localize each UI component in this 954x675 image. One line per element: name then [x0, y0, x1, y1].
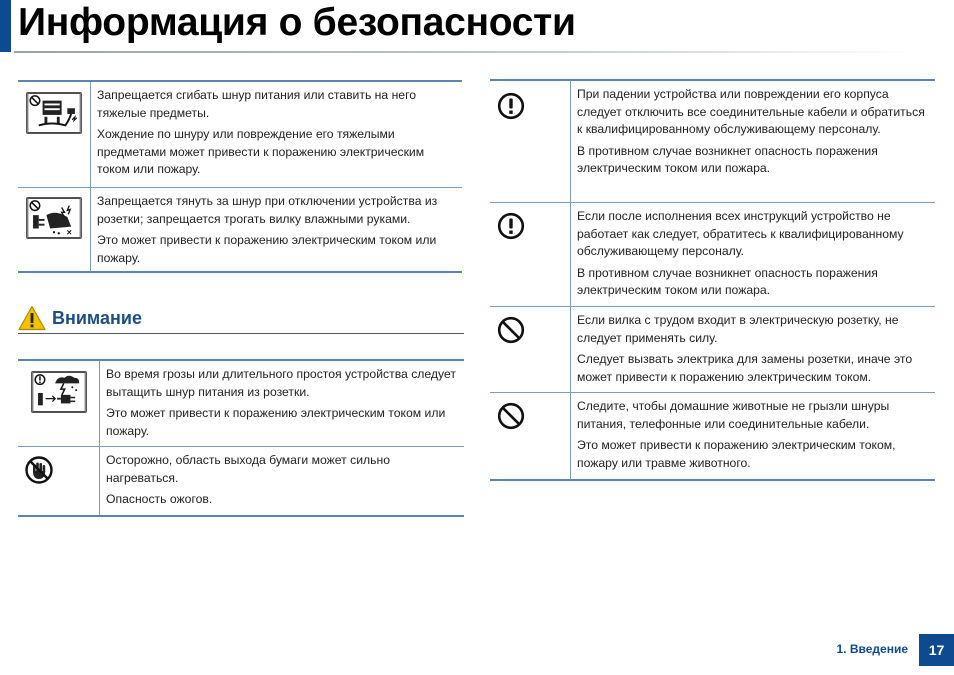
paragraph: При падении устройства или повреждении его корпуса следует отключить все соединительные кабели и обратиться к квалифицированному обслуживающему персоналу. — [577, 87, 925, 137]
paragraph: Запрещается тянуть за шнур при отключении устройства из розетки; запрещается трогать вилку влажными руками. — [97, 194, 438, 226]
row-text — [571, 203, 935, 306]
table-row — [18, 188, 462, 271]
footer-section-link[interactable]: 1. Введение — [836, 642, 908, 656]
paragraph: Опасность ожогов. — [106, 492, 213, 507]
mandatory-exclamation-icon — [497, 92, 525, 120]
paragraph: Следует вызвать электрика для замены розетки, иначе это может привести к поражению электрическим током. — [577, 352, 913, 384]
icon-cell — [490, 307, 571, 392]
row-text — [100, 447, 464, 515]
icon-cell — [490, 393, 571, 479]
paragraph: Это может привести к поражению электрическим током или пожару. — [106, 406, 446, 438]
row-text — [571, 307, 935, 392]
title-divider — [14, 51, 919, 53]
icon-cell — [490, 81, 571, 202]
prohibited-icon — [497, 316, 525, 344]
table-row — [490, 203, 935, 307]
row-text — [91, 188, 462, 271]
hot-surface-hand-icon — [24, 455, 54, 485]
caution-heading — [18, 303, 464, 334]
caution-table — [18, 359, 464, 517]
row-text — [571, 393, 935, 479]
paragraph: Если вилка с трудом входит в электрическую розетку, не следует применять силу. — [577, 313, 899, 345]
title-accent-bar — [0, 0, 11, 52]
paragraph: Это может привести к поражению электрическим током, пожару или травме животного. — [577, 438, 896, 470]
no-pull-cord-icon — [26, 197, 82, 239]
caution-title: Внимание — [52, 307, 142, 328]
paragraph: Осторожно, область выхода бумаги может сильно нагреваться. — [106, 453, 390, 485]
table-row — [18, 82, 462, 188]
paragraph: Запрещается сгибать шнур питания или ставить на него тяжелые предметы. — [97, 88, 417, 120]
paragraph: Это может привести к поражению электрическим током или пожару. — [97, 233, 437, 265]
icon-cell — [18, 447, 100, 515]
mandatory-exclamation-icon — [497, 212, 525, 240]
row-text — [91, 82, 462, 187]
prohibited-icon — [497, 402, 525, 430]
table-row — [18, 447, 464, 515]
row-text — [100, 361, 464, 446]
paragraph: В противном случае возникнет опасность поражения электрическим током или пожара. — [577, 265, 878, 298]
page-title: Информация о безопасности — [18, 1, 576, 44]
paragraph: Во время грозы или длительного простоя устройства следует вытащить шнур питания из розетки. — [106, 367, 456, 399]
paragraph: Если после исполнения всех инструкций устройство не работает как следует, обратитесь к квалифицированному обслуживающему персоналу. — [577, 209, 904, 259]
table-row — [490, 307, 935, 393]
paragraph: Следите, чтобы домашние животные не грызли шнуры питания, телефонные или соединительные кабели. — [577, 399, 890, 431]
table-row — [490, 393, 935, 479]
icon-cell — [490, 203, 571, 306]
right-safety-table — [490, 79, 935, 481]
left-safety-table — [18, 80, 462, 273]
table-row — [490, 81, 935, 203]
icon-cell — [18, 188, 91, 271]
paragraph: В противном случае возникнет опасность поражения электрическим током или пожара. — [577, 143, 878, 176]
page-number: 17 — [919, 634, 954, 666]
thunderstorm-unplug-icon — [31, 371, 87, 413]
row-text — [571, 81, 935, 202]
no-bend-cord-icon — [26, 92, 82, 134]
icon-cell — [18, 361, 100, 446]
table-row — [18, 361, 464, 447]
paragraph: Хождение по шнуру или повреждение его тяжелыми предметами может привести к поражению электрическим током или пожару. — [97, 127, 425, 177]
icon-cell — [18, 82, 91, 187]
caution-triangle-icon — [18, 305, 46, 331]
